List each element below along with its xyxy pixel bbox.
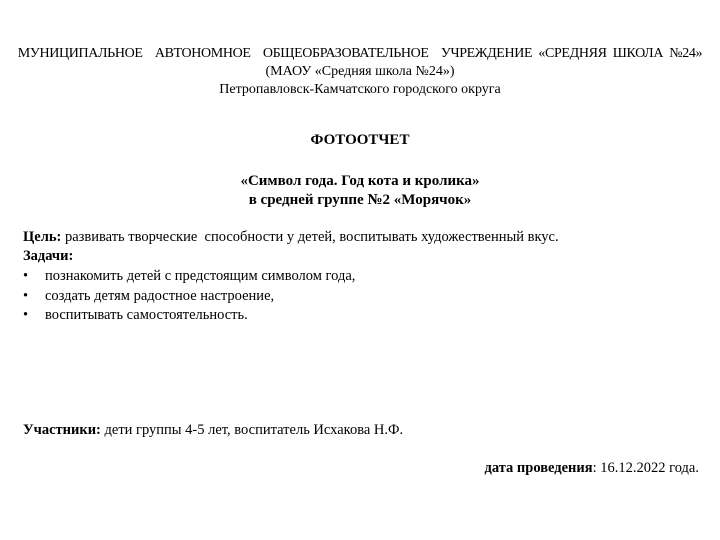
institution-name: МУНИЦИПАЛЬНОЕ АВТОНОМНОЕ ОБЩЕОБРАЗОВАТЕЛЬНОЕ УЧРЕЖДЕНИЕ «СРЕДНЯЯ ШКОЛА №24» (17, 46, 703, 61)
goal-paragraph (23, 228, 559, 246)
event-date (485, 459, 699, 477)
goal-text: развивать творческие способности у детей, воспитывать художественный вкус. (61, 229, 559, 245)
task-text: создать детям радостное настроение, (45, 288, 275, 304)
participants-label: Участники: (23, 422, 101, 438)
institution-abbreviation: (МАОУ «Средняя школа №24») (265, 64, 455, 79)
bullet-icon: • (23, 307, 29, 323)
event-group: в средней группе №2 «Морячок» (248, 192, 472, 208)
goal-label: Цель: (23, 229, 62, 245)
task-text: воспитывать самостоятельность. (45, 307, 248, 323)
participants-text: дети группы 4-5 лет, воспитатель Исхакова Н.Ф. (100, 422, 404, 438)
event-title: «Символ года. Год кота и кролика» (240, 173, 480, 189)
institution-district: Петропавловск-Камчатского городского округа (219, 82, 501, 97)
document-title: ФОТООТЧЕТ (310, 132, 410, 148)
bullet-icon: • (23, 268, 29, 284)
participants-paragraph (23, 421, 403, 439)
tasks-heading: Задачи: (23, 248, 74, 264)
date-label: дата проведения (484, 460, 593, 476)
task-list-item (23, 306, 248, 378)
task-text: познакомить детей с предстоящим символом года, (45, 268, 356, 284)
date-value: : 16.12.2022 года. (592, 460, 699, 476)
bullet-icon: • (23, 288, 29, 304)
